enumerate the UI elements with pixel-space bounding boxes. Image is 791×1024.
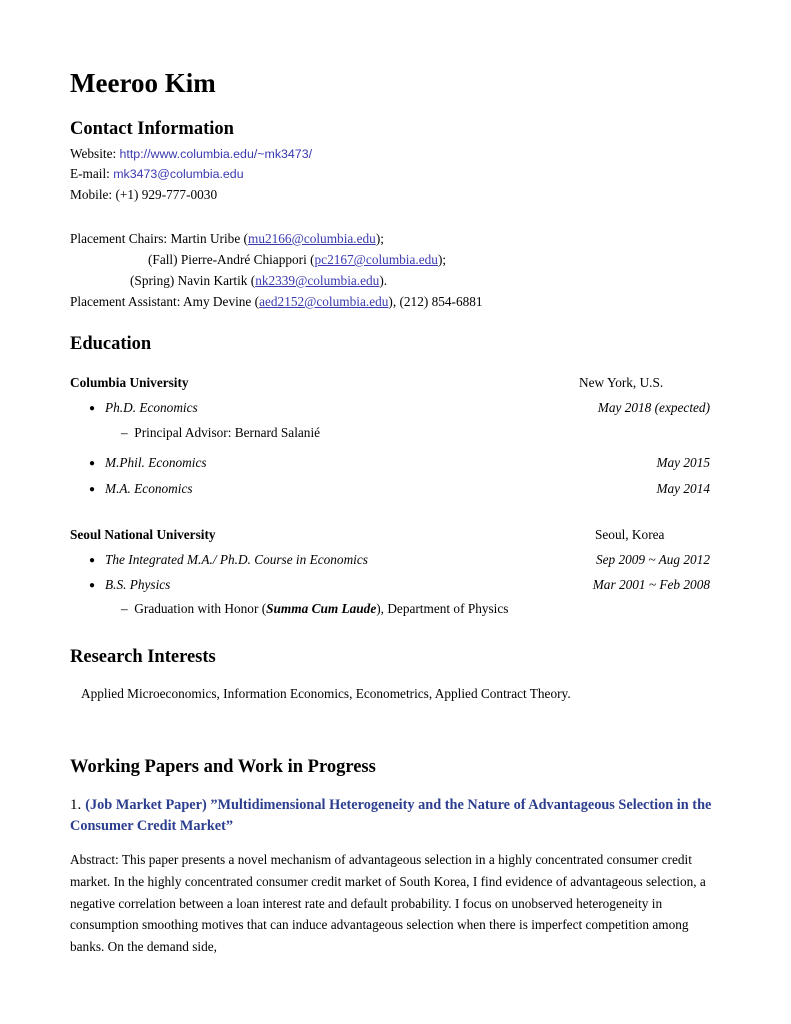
degree-date: May 2018 (expected) [597,400,710,415]
website-link[interactable]: http://www.columbia.edu/~mk3473/ [119,147,313,161]
placement-text: (Fall) Pierre-André Chiappori ( [148,252,315,267]
placement-text: ); [375,231,384,246]
placement-text: ), (212) 854-6881 [388,294,483,309]
degree-date: May 2015 [656,455,710,470]
placement-text: ); [437,252,447,267]
education-heading: Education [70,334,152,354]
placement-assistant-line [70,294,483,310]
bullet-icon: ● [89,580,96,591]
research-heading: Research Interests [70,647,216,667]
mobile-line [70,187,217,203]
honor-text: Graduation with Honor ( [134,601,267,616]
bullet-icon: ● [89,458,96,469]
email-label: E-mail: [70,166,110,181]
degree-date: Mar 2001 ~ Feb 2008 [592,577,710,592]
placement-chairs-line [70,231,384,247]
degree-date: May 2014 [656,481,710,496]
page-title: Meeroo Kim [70,68,216,98]
paper-abstract: Abstract: This paper presents a novel mechanism of advantageous selection in a highly concentrated consumer credit market. In the highly concentrated consumer credit market of South Korea, I find evidence of advantageous selection, a negative correlation between a loan interest rate and default probability. I focus on unobserved heterogeneity in consumption smoothing motives that can induce advantageous selection when there is imperfect competition among banks. On the demand side, [70,852,706,955]
honor-text: ), Department of Physics [376,601,509,616]
school-location: Seoul, Korea [595,527,665,542]
paper-title-link[interactable]: (Job Market Paper) ”Multidimensional Heterogeneity and the Nature of Advantageous Selection in the Consumer Credit Market” [70,797,712,834]
degree-subitem: – Principal Advisor: Bernard Salanié [121,425,321,440]
research-text: Applied Microeconomics, Information Economics, Econometrics, Applied Contract Theory. [81,686,571,701]
mobile-label: Mobile: [70,187,113,202]
degree: M.Phil. Economics [105,455,207,470]
placement-email-link[interactable]: pc2167@columbia.edu [314,252,438,267]
advisor-text: Principal Advisor: Bernard Salanié [134,425,321,440]
bullet-icon: ● [89,555,96,566]
placement-text: (Spring) Navin Kartik ( [130,273,256,288]
website-line [70,146,312,162]
school-location: New York, U.S. [579,375,664,390]
email-link[interactable]: mk3473@columbia.edu [113,167,244,181]
mobile-number: (+1) 929-777-0030 [115,187,218,202]
degree: Ph.D. Economics [105,400,198,415]
bullet-icon: ● [89,484,96,495]
email-line [70,166,244,182]
degree-date: Sep 2009 ~ Aug 2012 [595,552,710,567]
bullet-icon: ● [89,403,96,414]
paper-title-block [70,795,720,837]
degree: B.S. Physics [105,577,171,592]
contact-heading: Contact Information [70,119,234,139]
placement-spring-line [130,273,387,289]
placement-fall-line [148,252,446,268]
placement-text: ). [379,273,388,288]
website-label: Website: [70,146,117,161]
placement-text: Placement Assistant: Amy Devine ( [70,294,260,309]
paper-number: 1. [70,797,82,813]
placement-email-link[interactable]: nk2339@columbia.edu [255,273,380,288]
papers-heading: Working Papers and Work in Progress [70,757,376,777]
placement-email-link[interactable]: mu2166@columbia.edu [247,231,376,246]
school-name: Columbia University [70,375,189,390]
placement-email-link[interactable]: aed2152@columbia.edu [259,294,389,309]
honor-latin: Summa Cum Laude [266,601,377,616]
placement-text: Placement Chairs: Martin Uribe ( [70,231,248,246]
degree-subitem: – Graduation with Honor (Summa Cum Laude), Department of Physics [121,601,509,616]
degree: The Integrated M.A./ Ph.D. Course in Economics [105,552,368,567]
school-name: Seoul National University [70,527,216,542]
degree: M.A. Economics [105,481,193,496]
